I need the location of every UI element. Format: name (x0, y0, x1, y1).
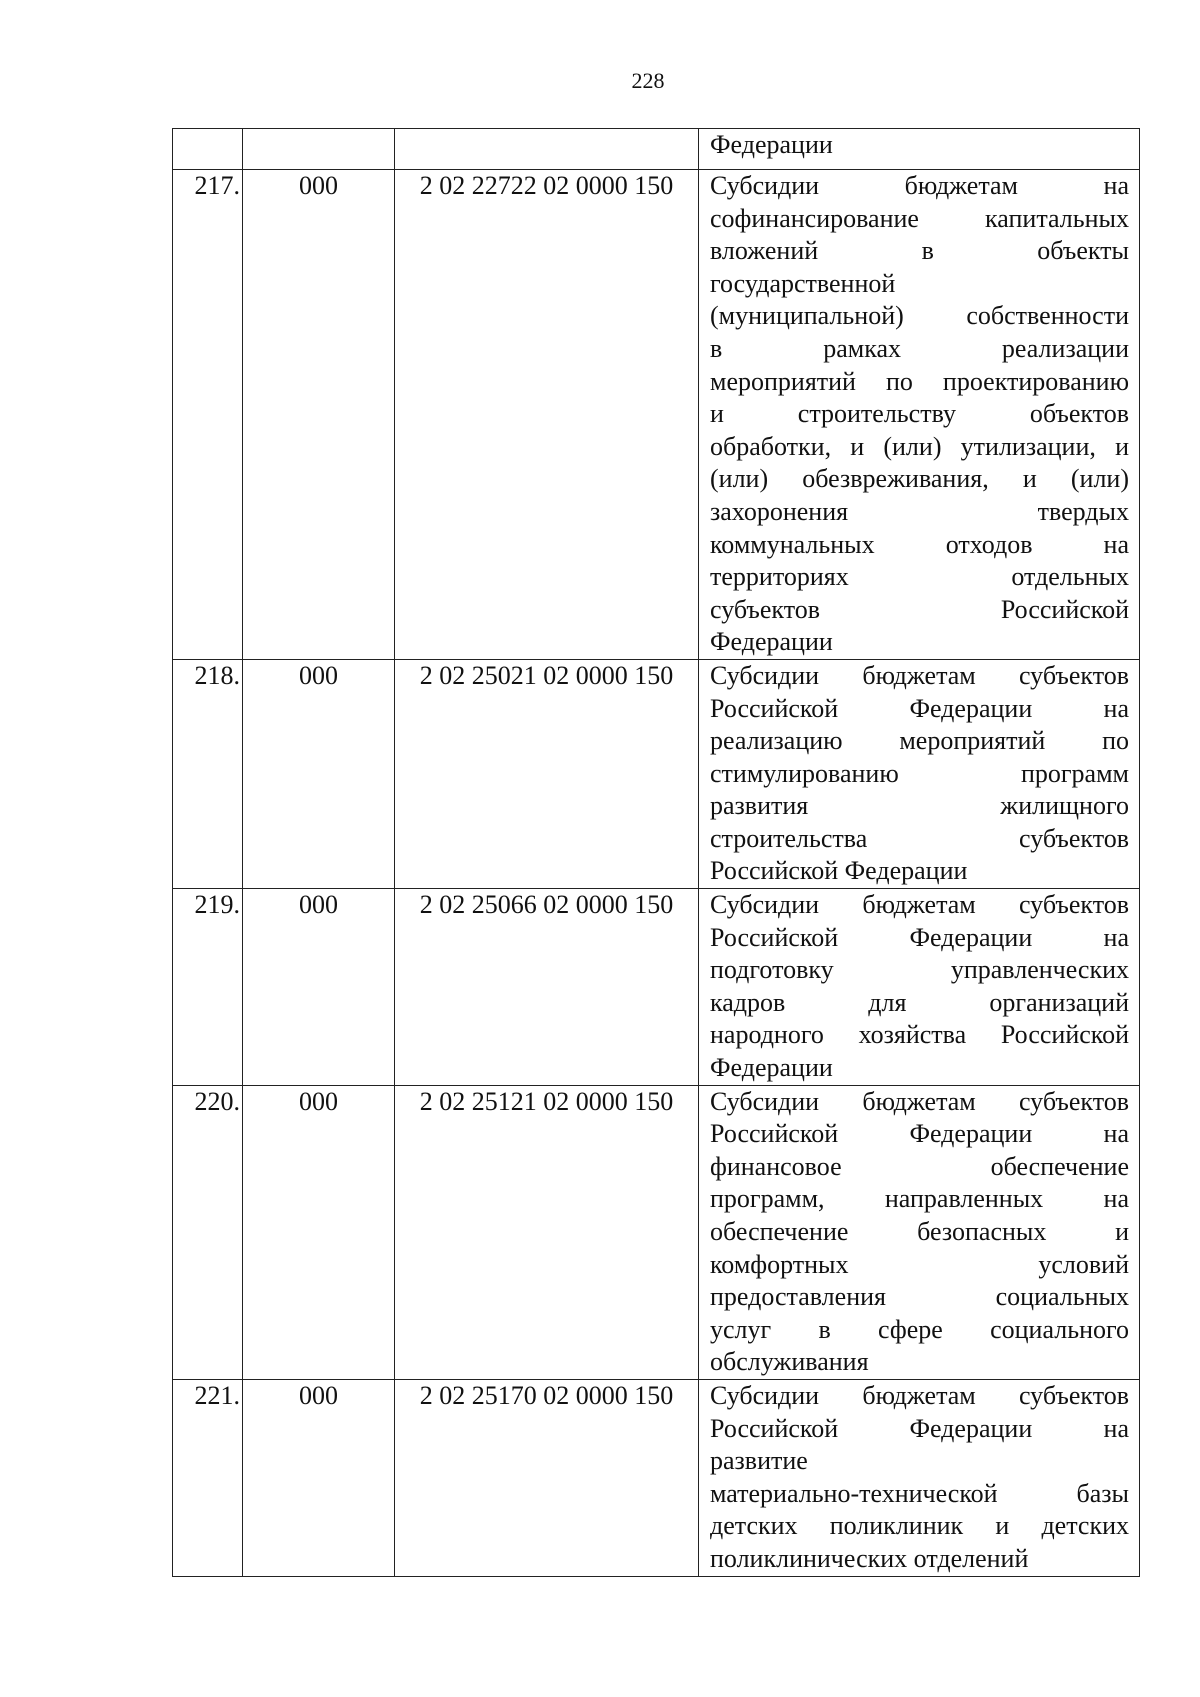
revenue-description-cell (699, 129, 1140, 170)
page-number: 228 (631, 68, 665, 93)
description-line: Субсидии бюджетам на (710, 171, 1129, 200)
description-line: обработки, и (или) утилизации, и (710, 431, 1129, 461)
description-line: материально-технической базы (710, 1478, 1129, 1508)
revenue-description-cell (699, 170, 1140, 660)
administrator-code-cell: 000 (243, 659, 395, 888)
description-line: Субсидии бюджетам субъектов (710, 1086, 1129, 1116)
description-line: комфортных условий (710, 1249, 1129, 1279)
description-line: Российской Федерации на (710, 1413, 1129, 1443)
revenue-description-cell (699, 659, 1140, 888)
administrator-code-cell (243, 129, 395, 170)
row-number-cell (173, 129, 243, 170)
description-line: Российской Федерации на (710, 1119, 1129, 1149)
description-line: финансовое обеспечение (710, 1151, 1129, 1181)
row-number-cell: 221. (173, 1379, 243, 1576)
description-line: и строительству объектов (710, 399, 1129, 429)
table-row (173, 1379, 1140, 1576)
description-line: вложений в объекты (710, 236, 1129, 266)
description-line: стимулированию программ (710, 758, 1129, 788)
description-line: Субсидии бюджетам субъектов (710, 890, 1129, 920)
administrator-code-cell: 000 (243, 1085, 395, 1379)
row-number-cell: 217. (173, 170, 243, 660)
revenue-description-cell (699, 889, 1140, 1086)
description-line: Федерации (710, 627, 833, 657)
budget-classification-code-cell: 2 02 22722 02 0000 150 (395, 170, 699, 660)
administrator-code-cell: 000 (243, 1379, 395, 1576)
revenue-description-cell (699, 1379, 1140, 1576)
table-body (173, 129, 1140, 1577)
description-line: Российской Федерации на (710, 922, 1129, 952)
description-line: обеспечение безопасных и (710, 1217, 1129, 1246)
description-line: реализацию мероприятий по (710, 726, 1129, 756)
budget-classification-code-cell: 2 02 25066 02 0000 150 (395, 889, 699, 1086)
description-line: в рамках реализации (710, 333, 1129, 363)
row-number-cell: 220. (173, 1085, 243, 1379)
description-line: захоронения твердых (710, 496, 1129, 526)
description-line: субъектов Российской (710, 594, 1129, 624)
budget-classification-code-cell: 2 02 25170 02 0000 150 (395, 1379, 699, 1576)
description-line: Российской Федерации (710, 856, 968, 886)
description-line: услуг в сфере социального (710, 1314, 1129, 1344)
description-line: Субсидии бюджетам субъектов (710, 1380, 1129, 1410)
description-line: мероприятий по проектированию (710, 366, 1129, 396)
row-number-cell: 218. (173, 659, 243, 888)
description-line: народного хозяйства Российской (710, 1020, 1129, 1050)
table-row (173, 1085, 1140, 1379)
description-line: обслуживания (710, 1347, 869, 1377)
description-line: территориях отдельных (710, 562, 1129, 592)
description-line: строительства субъектов (710, 823, 1129, 853)
row-number-cell: 219. (173, 889, 243, 1086)
description-line: подготовку управленческих (710, 955, 1129, 985)
description-line: развития жилищного (710, 791, 1129, 821)
description-line: государственной (710, 268, 896, 298)
description-line: софинансирование капитальных (710, 203, 1129, 233)
table-row (173, 889, 1140, 1086)
table-row (173, 129, 1140, 170)
budget-classification-code-cell: 2 02 25121 02 0000 150 (395, 1085, 699, 1379)
description-line: Субсидии бюджетам субъектов (710, 660, 1129, 690)
description-line: детских поликлиник и детских (710, 1511, 1129, 1541)
description-line: программ, направленных на (710, 1184, 1129, 1214)
description-line: поликлинических отделений (710, 1543, 1029, 1573)
description-line: предоставления социальных (710, 1282, 1129, 1312)
description-line: Российской Федерации на (710, 693, 1129, 723)
administrator-code-cell: 000 (243, 170, 395, 660)
budget-code-table (172, 128, 1140, 1577)
revenue-description-cell (699, 1085, 1140, 1379)
administrator-code-cell: 000 (243, 889, 395, 1086)
description-line: коммунальных отходов на (710, 529, 1129, 559)
budget-classification-code-cell (395, 129, 699, 170)
budget-classification-code-cell: 2 02 25021 02 0000 150 (395, 659, 699, 888)
description-line: (или) обезвреживания, и (или) (710, 464, 1129, 494)
description-line: кадров для организаций (710, 987, 1129, 1017)
description-line: (муниципальной) собственности (710, 301, 1129, 331)
description-line: Федерации (710, 130, 833, 159)
table-row (173, 659, 1140, 888)
description-line: развитие (710, 1446, 808, 1476)
table-row (173, 170, 1140, 660)
description-line: Федерации (710, 1053, 833, 1083)
